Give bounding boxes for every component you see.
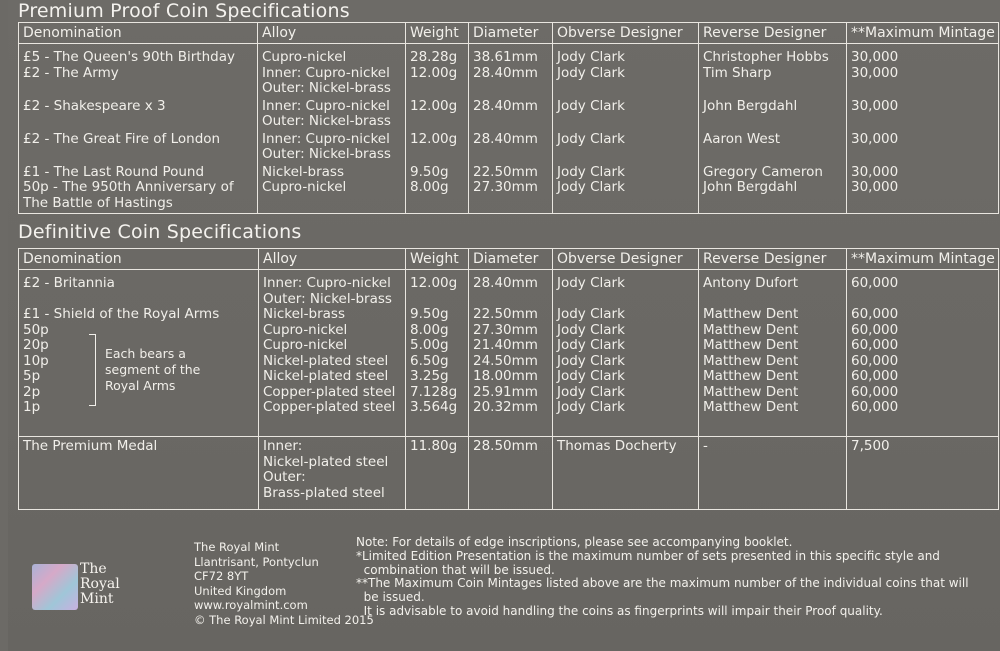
cell-line: Note: For details of edge inscriptions, please see accompanying booklet. [356,535,793,549]
cell-line: £2 - The Great Fire of London [23,130,221,147]
cell-line [703,292,842,308]
table-cell-denomination [19,437,259,510]
table-cell-diameter [469,437,553,510]
table-cell-weight [406,130,469,163]
cell-line: 38.61mm [473,49,538,65]
logo-wordmark: The Royal Mint [80,561,120,607]
table-cell-reverse [699,97,847,130]
cell-line: 18.00mm [473,368,538,384]
mint-address [194,540,374,627]
cell-line: 12.00g [410,275,458,291]
cell-line [23,292,254,308]
table-cell-obverse [553,270,699,437]
cell-line: United Kingdom [194,583,287,598]
cell-line: Llantrisant, Pontyclun [194,554,319,569]
cell-line: 25.91mm [473,383,538,400]
cell-line: **The Maximum Coin Mintages listed above are the maximum number of the individual coins that will [356,576,969,591]
cell-line: Gregory Cameron [703,163,823,180]
definitive-header-row [19,249,999,270]
column-header: Alloy [259,249,406,270]
cell-line: 10p [23,352,49,369]
cell-line: 7,500 [851,438,890,454]
definitive-spec-table [18,248,999,510]
cell-line: Jody Clark [557,352,625,369]
cell-line: 3.25g [410,368,449,384]
table-cell-denomination [19,97,258,130]
cell-line: Jody Clark [557,306,625,322]
cell-line [473,292,548,308]
cell-line [851,292,994,308]
cell-line: 30,000 [851,130,899,147]
cell-line: Nickel-plated steel [263,453,389,470]
cell-line: John Bergdahl [703,97,798,114]
table-cell-diameter [469,130,553,163]
cell-line: - [703,438,708,454]
table-cell-weight [406,270,469,437]
table-cell-obverse [553,437,699,510]
table-cell-mintage [847,270,999,437]
spec-card [8,0,1000,651]
column-header: Reverse Designer [699,249,847,270]
bracket-line [89,334,96,406]
cell-line [557,292,694,308]
table-cell-alloy [258,97,406,130]
cell-line: £1 - Shield of the Royal Arms [23,306,220,322]
footnotes [356,536,969,619]
table-cell-denomination [19,163,258,214]
cell-line: Matthew Dent [703,399,799,415]
cell-line: John Bergdahl [703,179,798,195]
cell-line: 60,000 [851,337,899,353]
cell-line: Jody Clark [557,130,625,147]
table-cell-diameter [469,270,553,437]
cell-line: Nickel-brass [263,306,345,322]
column-header: Diameter [469,249,553,270]
cell-line: Matthew Dent [703,306,799,322]
table-cell-reverse [699,437,847,510]
table-cell-weight [406,97,469,130]
table-cell-obverse [553,163,699,214]
cell-line: © The Royal Mint Limited 2015 [194,612,374,627]
column-header: **Maximum Mintage [847,249,999,270]
cell-line: Inner: Cupro-nickel [262,64,390,81]
table-cell-mintage [847,163,999,214]
cell-line: 5.00g [410,337,449,353]
cell-line: 60,000 [851,352,899,369]
cell-line: 11.80g [410,438,458,454]
cell-line: Jody Clark [557,179,625,195]
cell-line: 12.00g [410,64,458,81]
cell-line: 50p [23,321,49,338]
cell-line: 5p [23,368,41,384]
table-row [19,270,999,437]
cell-line: Jody Clark [557,368,625,384]
table-cell-mintage [847,44,999,97]
table-cell-alloy [258,163,406,214]
table-cell-reverse [699,44,847,97]
definitive-title: Definitive Coin Specifications [18,221,302,243]
table-cell-diameter [469,163,553,214]
cell-line: www.royalmint.com [194,598,308,612]
cell-line: Christopher Hobbs [703,49,829,65]
cell-line: 8.00g [410,321,449,338]
premium-spec-table [18,22,999,214]
cell-line: CF72 8YT [194,569,249,583]
cell-line: Matthew Dent [703,368,799,384]
royal-mint-logo [30,562,128,614]
table-cell-alloy [258,130,406,163]
cell-line: Inner: Cupro-nickel [263,275,391,291]
cell-line: 2p [23,383,41,400]
premium-title: Premium Proof Coin Specifications [18,0,350,22]
cell-line: 1p [23,399,41,415]
cell-line: Matthew Dent [703,337,799,353]
cell-line: Matthew Dent [703,321,799,338]
cell-line: Jody Clark [557,49,625,65]
table-cell-weight [406,163,469,214]
cell-line: 7.128g [410,383,458,400]
table-cell-reverse [699,270,847,437]
cell-line: Outer: Nickel-brass [262,146,391,162]
cell-line: 12.00g [410,97,458,114]
cell-line: 30,000 [851,163,899,180]
table-cell-mintage [847,437,999,510]
cell-line: 20p [23,337,49,353]
table-cell-diameter [469,97,553,130]
cell-line: Jody Clark [557,275,625,291]
cell-line: 20.32mm [473,399,538,415]
bracket-note: Each bears a segment of the Royal Arms [105,346,201,393]
cell-line: Copper-plated steel [263,383,396,400]
column-header: Alloy [258,23,406,44]
table-cell-denomination [19,130,258,163]
column-header: **Maximum Mintage [847,23,999,44]
cell-line: 9.50g [410,163,449,180]
cell-line: 27.30mm [473,321,538,338]
cell-line: Matthew Dent [703,352,799,369]
cell-line: Outer: Nickel-brass [262,80,391,96]
table-row [19,44,999,97]
table-cell-obverse [553,44,699,97]
cell-line: 28.40mm [473,130,538,147]
cell-line: The Royal Mint [194,540,280,554]
cell-line: Nickel-plated steel [263,352,389,369]
table-row [19,437,999,510]
table-cell-denomination [19,44,258,97]
table-cell-obverse [553,130,699,163]
cell-line: The Battle of Hastings [23,194,173,211]
cell-line: 28.40mm [473,97,538,114]
cell-line: £1 - The Last Round Pound [23,163,205,180]
cell-line: Outer: Nickel-brass [263,290,392,307]
cell-line: Inner: Cupro-nickel [262,130,390,147]
cell-line: 28.40mm [473,275,538,291]
column-header: Denomination [19,249,259,270]
cell-line: combination that will be issued. [356,562,555,577]
column-header: Reverse Designer [699,23,847,44]
cell-line: It is advisable to avoid handling the coins as fingerprints will impair their Proof quality. [356,603,883,618]
cell-line: 60,000 [851,321,899,338]
cell-line: £2 - The Army [23,64,119,81]
table-cell-weight [406,44,469,97]
table-cell-diameter [469,44,553,97]
cell-line: 21.40mm [473,337,538,353]
cell-line: 28.50mm [473,438,538,454]
cell-line: be issued. [356,590,425,605]
table-cell-weight [406,437,469,510]
cell-line: 30,000 [851,64,899,81]
cell-line: Jody Clark [557,321,625,338]
table-cell-mintage [847,97,999,130]
crest-icon [32,564,78,610]
cell-line: 60,000 [851,368,899,384]
cell-line: 30,000 [851,49,899,65]
cell-line: Cupro-nickel [263,337,348,353]
cell-line: 9.50g [410,306,449,322]
cell-line: 24.50mm [473,352,538,369]
table-cell-reverse [699,130,847,163]
column-header: Diameter [469,23,553,44]
cell-line: Cupro-nickel [263,321,348,338]
cell-line: Jody Clark [557,337,625,353]
table-row [19,163,999,214]
cell-line: 6.50g [410,352,449,369]
cell-line: 22.50mm [473,306,538,322]
column-header: Weight [406,249,469,270]
premium-header-row [19,23,999,44]
cell-line: Matthew Dent [703,383,799,400]
table-row [19,130,999,163]
cell-line: 50p - The 950th Anniversary of [23,179,234,195]
cell-line: Jody Clark [557,163,625,180]
cell-line: Jody Clark [557,97,625,114]
table-cell-alloy [259,437,406,510]
table-cell-obverse [553,97,699,130]
table-cell-reverse [699,163,847,214]
cell-line: Cupro-nickel [262,179,347,195]
column-header: Denomination [19,23,258,44]
cell-line: £2 - Britannia [23,275,115,291]
cell-line: 28.40mm [473,64,538,81]
cell-line: Tim Sharp [703,64,772,81]
column-header: Obverse Designer [553,23,699,44]
cell-line: 60,000 [851,399,899,415]
cell-line: Nickel-plated steel [263,368,389,384]
cell-line: Copper-plated steel [263,399,396,415]
table-cell-alloy [259,270,406,437]
table-row [19,97,999,130]
cell-line: 28.28g [410,49,458,65]
cell-line: 8.00g [410,179,449,195]
cell-line: £2 - Shakespeare x 3 [23,97,166,114]
cell-line: 22.50mm [473,163,538,180]
cell-line: Antony Dufort [703,275,798,291]
cell-line: Nickel-brass [262,163,344,180]
column-header: Obverse Designer [553,249,699,270]
column-header: Weight [406,23,469,44]
cell-line: *Limited Edition Presentation is the maximum number of sets presented in this specific style and [356,548,940,563]
cell-line: Thomas Docherty [557,438,677,454]
cell-line: Brass-plated steel [263,484,385,501]
cell-line: 30,000 [851,97,899,114]
cell-line: 27.30mm [473,179,538,195]
cell-line [410,292,464,308]
table-cell-denomination [19,270,259,437]
table-cell-alloy [258,44,406,97]
cell-line: Aaron West [703,130,781,147]
cell-line: Jody Clark [557,399,625,415]
cell-line: Cupro-nickel [262,49,347,65]
cell-line: 60,000 [851,383,899,400]
cell-line: Inner: Cupro-nickel [262,97,390,114]
cell-line: 3.564g [410,399,458,415]
cell-line: 60,000 [851,275,899,291]
cell-line: £5 - The Queen's 90th Birthday [23,49,235,65]
cell-line: Outer: Nickel-brass [262,113,391,129]
cell-line: Jody Clark [557,383,625,400]
cell-line: 12.00g [410,130,458,147]
table-cell-mintage [847,130,999,163]
cell-line: Jody Clark [557,64,625,81]
cell-line: 60,000 [851,306,899,322]
cell-line: Outer: [263,469,306,485]
cell-line: Inner: [263,438,303,454]
cell-line: The Premium Medal [23,438,158,454]
cell-line: 30,000 [851,179,899,195]
